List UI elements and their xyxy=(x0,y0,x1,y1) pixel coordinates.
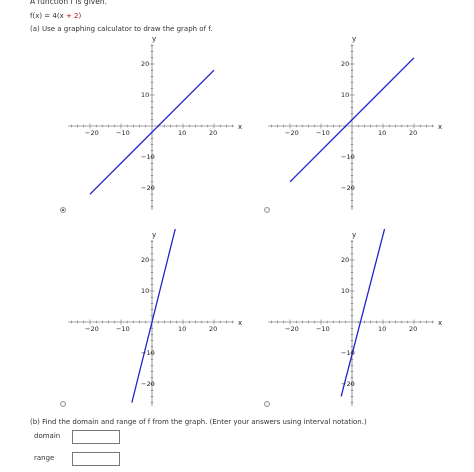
part-b-instructions: (b) Find the domain and range of f from the graph. (Enter your answers using interval notation.) xyxy=(30,418,367,426)
y-axis-label: y xyxy=(352,231,357,239)
y-axis-label: y xyxy=(352,35,357,43)
x-tick-label: −20 xyxy=(285,325,299,333)
x-tick-label: 10 xyxy=(378,325,387,333)
range-input[interactable] xyxy=(72,452,120,466)
part-a-instructions: (a) Use a graphing calculator to draw the graph of f. xyxy=(30,25,213,33)
y-tick-label: −10 xyxy=(341,349,355,357)
y-axis-label: y xyxy=(152,231,157,239)
problem-title: A function f is given. xyxy=(30,0,107,6)
x-tick-label: 10 xyxy=(178,325,187,333)
x-tick-label: −10 xyxy=(116,129,130,137)
y-tick-label: 10 xyxy=(141,287,150,295)
x-tick-label: 10 xyxy=(378,129,387,137)
y-tick-label: −20 xyxy=(341,380,355,388)
x-tick-label: −20 xyxy=(285,129,299,137)
graph-radio-2[interactable] xyxy=(264,207,270,213)
function-definition xyxy=(30,12,81,20)
x-tick-label: −10 xyxy=(116,325,130,333)
y-tick-label: −10 xyxy=(341,153,355,161)
graph-radio-3[interactable] xyxy=(60,401,66,407)
graph-radio-1[interactable] xyxy=(60,207,66,213)
x-tick-label: −20 xyxy=(85,129,99,137)
domain-label: domain xyxy=(34,432,61,440)
graph-option-2[interactable] xyxy=(258,32,448,222)
x-tick-label: −10 xyxy=(316,129,330,137)
graph-plot-2 xyxy=(258,32,448,222)
x-axis-label: x xyxy=(438,319,443,327)
y-tick-label: 20 xyxy=(141,60,150,68)
graph-option-4[interactable] xyxy=(258,228,448,418)
graph-plot-1 xyxy=(58,32,248,222)
function-lhs: f(x) = 4(x xyxy=(30,12,66,20)
y-axis-label: y xyxy=(152,35,157,43)
domain-input[interactable] xyxy=(72,430,120,444)
y-tick-label: −20 xyxy=(141,380,155,388)
graph-plot-4 xyxy=(258,228,448,418)
x-tick-label: −10 xyxy=(316,325,330,333)
y-tick-label: −10 xyxy=(141,153,155,161)
function-line xyxy=(341,229,387,396)
y-tick-label: 10 xyxy=(341,91,350,99)
x-axis-label: x xyxy=(238,123,243,131)
graph-radio-4[interactable] xyxy=(264,401,270,407)
x-tick-label: 10 xyxy=(178,129,187,137)
y-tick-label: −10 xyxy=(141,349,155,357)
range-label: range xyxy=(34,454,55,462)
x-tick-label: −20 xyxy=(85,325,99,333)
y-tick-label: −20 xyxy=(341,184,355,192)
x-tick-label: 20 xyxy=(209,325,218,333)
x-tick-label: 20 xyxy=(209,129,218,137)
x-axis-label: x xyxy=(438,123,443,131)
x-tick-label: 20 xyxy=(409,129,418,137)
y-tick-label: 10 xyxy=(341,287,350,295)
graph-option-3[interactable] xyxy=(58,228,248,418)
y-tick-label: 10 xyxy=(141,91,150,99)
y-tick-label: 20 xyxy=(341,60,350,68)
y-tick-label: 20 xyxy=(341,256,350,264)
function-highlight: + 2 xyxy=(65,12,79,20)
graph-plot-3 xyxy=(58,228,248,418)
y-tick-label: −20 xyxy=(141,184,155,192)
graph-option-1[interactable] xyxy=(58,32,248,222)
function-rhs: ) xyxy=(78,12,82,20)
function-line xyxy=(132,229,175,403)
x-axis-label: x xyxy=(238,319,243,327)
x-tick-label: 20 xyxy=(409,325,418,333)
y-tick-label: 20 xyxy=(141,256,150,264)
